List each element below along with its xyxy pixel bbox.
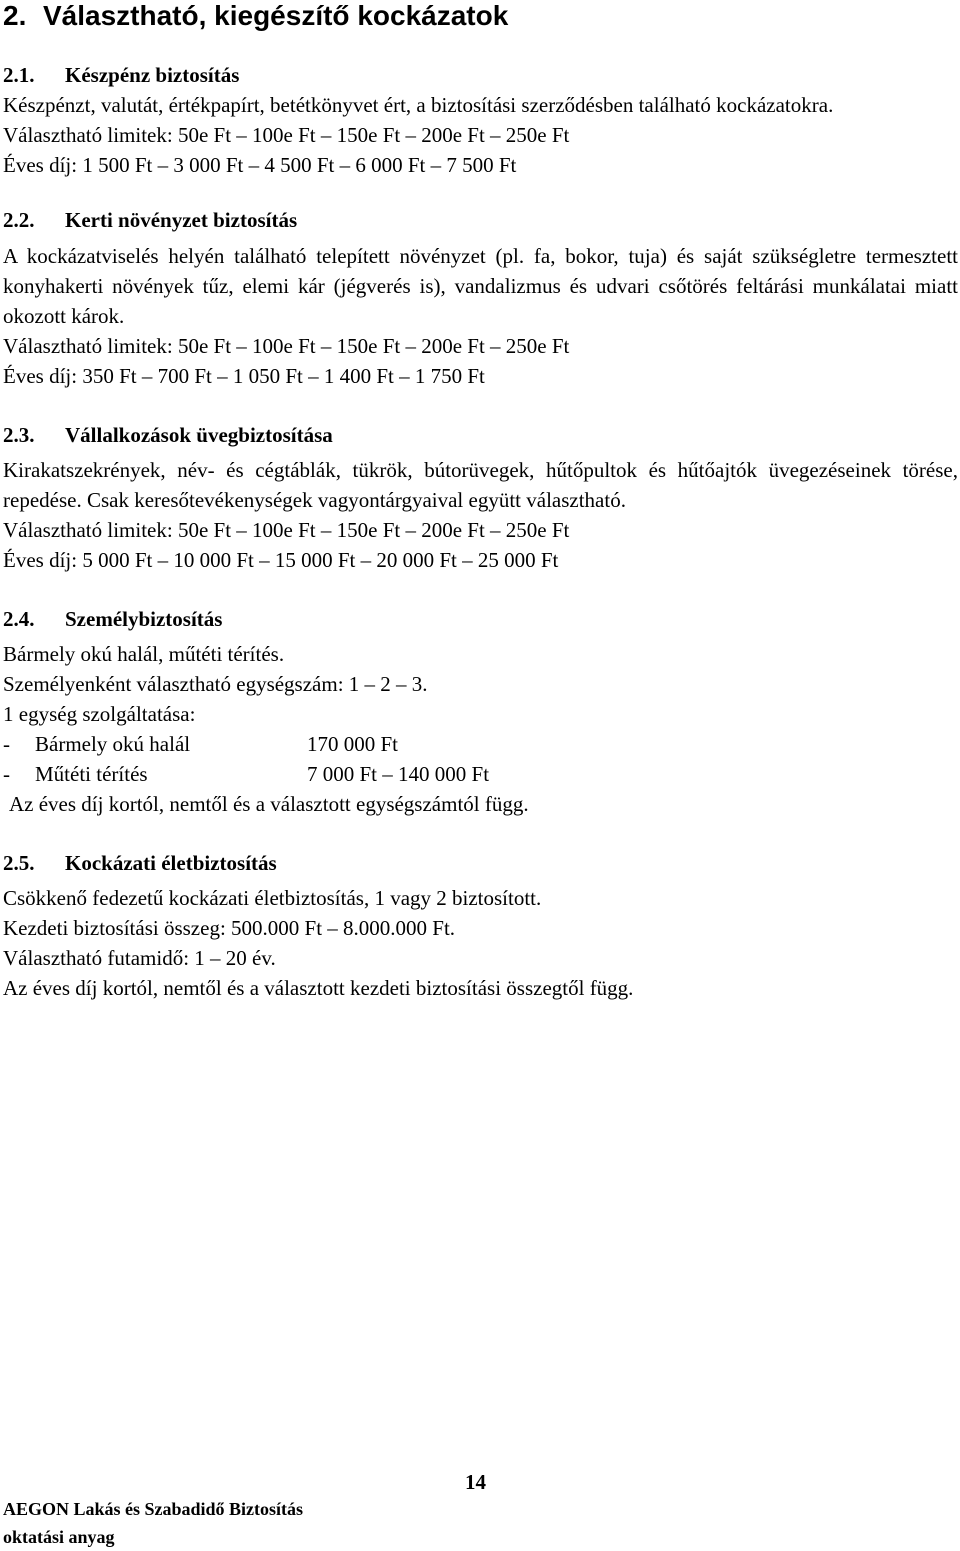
limits-line: Választható limitek: 50e Ft – 100e Ft – 150e Ft – 200e Ft – 250e Ft xyxy=(3,123,570,147)
section-number: 2.4. xyxy=(3,607,35,631)
section-title: Vállalkozások üvegbiztosítása xyxy=(65,423,333,447)
list-item-value: 7 000 Ft – 140 000 Ft xyxy=(307,762,490,786)
section-paragraph: Csökkenő fedezetű kockázati életbiztosítás, 1 vagy 2 biztosított. xyxy=(3,886,542,910)
section-paragraph: Személyenként választható egységszám: 1 – 2 – 3. xyxy=(3,672,428,696)
section-heading xyxy=(3,60,958,90)
fee-line: Éves díj: 1 500 Ft – 3 000 Ft – 4 500 Ft – 6 000 Ft – 7 500 Ft xyxy=(3,153,517,177)
section-paragraph: Kirakatszekrények, név- és cégtáblák, tükrök, bútorüvegek, hűtőpultok és hűtőajtók üvegezéseinek törése, repedése. Csak keresőtevékenységek vagyontárgyaival együtt választható. xyxy=(3,458,958,512)
list-bullet: - xyxy=(3,732,10,756)
section-heading xyxy=(3,420,958,450)
section-title: Kockázati életbiztosítás xyxy=(65,851,277,875)
section-paragraph: Bármely okú halál, műtéti térítés. xyxy=(3,642,285,666)
section-title: Készpénz biztosítás xyxy=(65,63,240,87)
section-cash-insurance xyxy=(3,60,958,180)
page-title-number: 2. xyxy=(3,0,27,31)
page-number: 14 xyxy=(465,1470,486,1494)
fee-line: Éves díj: 350 Ft – 700 Ft – 1 050 Ft – 1 400 Ft – 1 750 Ft xyxy=(3,364,485,388)
section-paragraph: Választható futamidő: 1 – 20 év. xyxy=(3,946,276,970)
limits-line: Választható limitek: 50e Ft – 100e Ft – 150e Ft – 200e Ft – 250e Ft xyxy=(3,518,570,542)
section-paragraph: Az éves díj kortól, nemtől és a választott kezdeti biztosítási összegtől függ. xyxy=(3,976,634,1000)
page-content xyxy=(3,0,958,1003)
section-heading xyxy=(3,848,958,878)
list-item-value: 170 000 Ft xyxy=(307,732,399,756)
section-life-insurance xyxy=(3,848,958,1003)
list-item xyxy=(3,759,958,789)
list-bullet: - xyxy=(3,762,10,786)
section-title: Személybiztosítás xyxy=(65,607,223,631)
fee-line: Éves díj: 5 000 Ft – 10 000 Ft – 15 000 Ft – 20 000 Ft – 25 000 Ft xyxy=(3,548,559,572)
page-title-text: Választható, kiegészítő kockázatok xyxy=(43,0,509,31)
section-number: 2.2. xyxy=(3,208,35,232)
section-personal-insurance xyxy=(3,604,958,819)
section-title: Kerti növényzet biztosítás xyxy=(65,208,298,232)
section-paragraph: Kezdeti biztosítási összeg: 500.000 Ft – 8.000.000 Ft. xyxy=(3,916,456,940)
list-item-name: Műtéti térítés xyxy=(35,762,148,786)
footer xyxy=(3,1495,303,1551)
section-paragraph: Készpénzt, valutát, értékpapírt, betétkönyvet ért, a biztosítási szerződésben található kockázatokra. xyxy=(3,93,834,117)
page-title xyxy=(3,0,958,33)
section-closing: Az éves díj kortól, nemtől és a választott egységszámtól függ. xyxy=(9,792,529,816)
section-number: 2.1. xyxy=(3,63,35,87)
section-number: 2.3. xyxy=(3,423,35,447)
section-paragraph: A kockázatviselés helyén található telepített növényzet (pl. fa, bokor, tuja) és saját szükségletre termesztett konyhakerti növények tűz, elemi kár (jégverés is), vandalizmus és udvari csőtörés feltárási munkálatai miatt okozott károk. xyxy=(3,244,958,328)
section-heading xyxy=(3,205,958,235)
footer-line: AEGON Lakás és Szabadidő Biztosítás xyxy=(3,1499,304,1519)
section-paragraph: 1 egység szolgáltatása: xyxy=(3,702,196,726)
list-item xyxy=(3,729,958,759)
footer-line: oktatási anyag xyxy=(3,1527,115,1547)
limits-line: Választható limitek: 50e Ft – 100e Ft – 150e Ft – 200e Ft – 250e Ft xyxy=(3,334,570,358)
section-garden-insurance xyxy=(3,205,958,391)
section-glass-insurance xyxy=(3,420,958,575)
section-number: 2.5. xyxy=(3,851,35,875)
section-heading xyxy=(3,604,958,634)
list-item-name: Bármely okú halál xyxy=(35,732,191,756)
